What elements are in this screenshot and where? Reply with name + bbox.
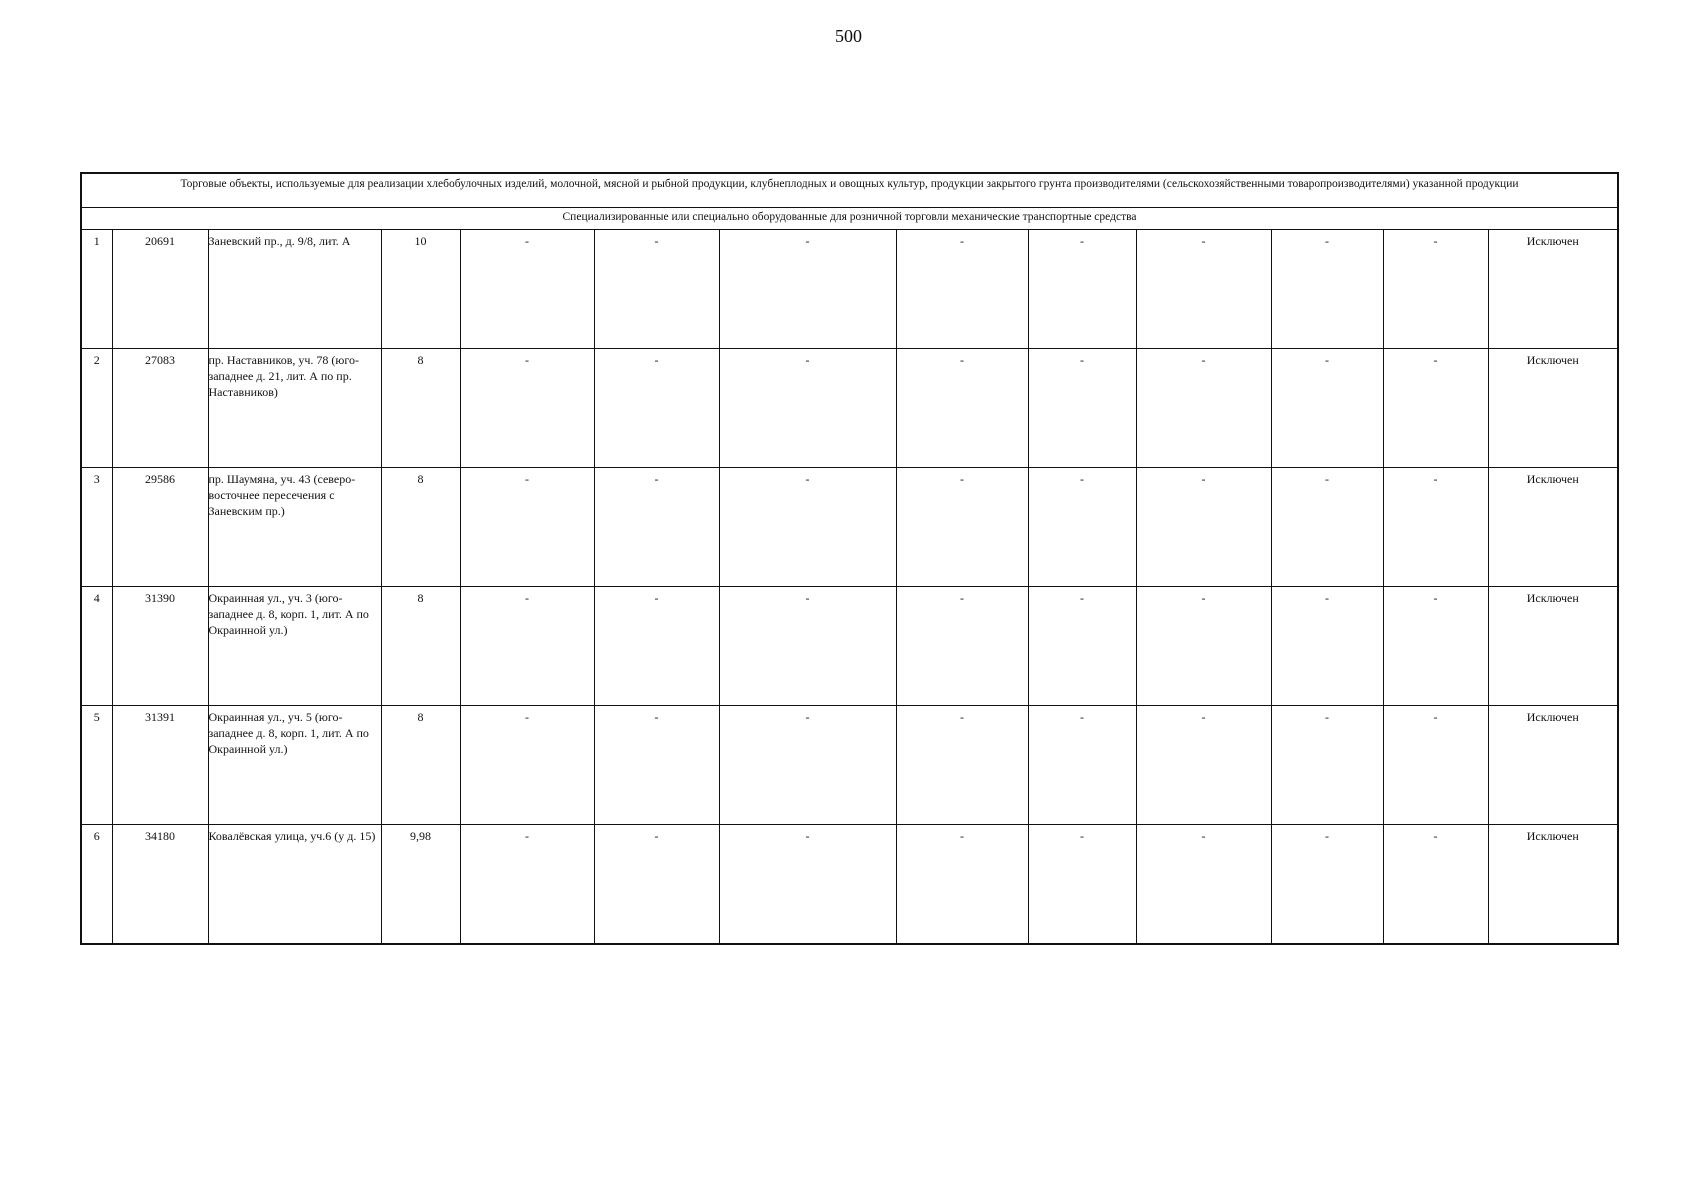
empty-value-cell: - [594, 468, 719, 587]
empty-value-cell: - [1383, 468, 1488, 587]
empty-value-cell: - [896, 825, 1028, 945]
status-cell: Исключен [1488, 706, 1618, 825]
empty-value-cell: - [594, 587, 719, 706]
status-cell: Исключен [1488, 587, 1618, 706]
row-number-cell: 1 [81, 230, 112, 349]
empty-value-cell: - [1271, 468, 1383, 587]
empty-value-cell: - [719, 349, 896, 468]
status-cell: Исключен [1488, 230, 1618, 349]
empty-value-cell: - [1383, 825, 1488, 945]
empty-value-cell: - [1136, 468, 1271, 587]
empty-value-cell: - [1271, 587, 1383, 706]
empty-value-cell: - [594, 706, 719, 825]
object-id-cell: 34180 [112, 825, 208, 945]
header-category-cell: Торговые объекты, используемые для реализации хлебобулочных изделий, молочной, мясной и рыбной продукции, клубнеплодных и овощных культур, продукции закрытого грунта производителями (сельскохозяйственными товаропроизводителями) указанной продукции [81, 173, 1618, 208]
empty-value-cell: - [1136, 825, 1271, 945]
table-row [81, 468, 1618, 587]
empty-value-cell: - [719, 230, 896, 349]
empty-value-cell: - [1136, 587, 1271, 706]
object-id-cell: 29586 [112, 468, 208, 587]
address-cell: Окраинная ул., уч. 5 (юго-западнее д. 8, корп. 1, лит. А по Окраинной ул.) [208, 706, 381, 825]
empty-value-cell: - [1136, 706, 1271, 825]
object-id-cell: 31390 [112, 587, 208, 706]
empty-value-cell: - [1028, 468, 1136, 587]
row-number-cell: 2 [81, 349, 112, 468]
empty-value-cell: - [719, 468, 896, 587]
row-number-cell: 4 [81, 587, 112, 706]
empty-value-cell: - [1028, 349, 1136, 468]
header-subcategory-cell: Специализированные или специально оборудованные для розничной торговли механические транспортные средства [81, 208, 1618, 230]
page-number: 500 [835, 26, 862, 46]
empty-value-cell: - [1028, 587, 1136, 706]
empty-value-cell: - [460, 468, 594, 587]
empty-value-cell: - [460, 349, 594, 468]
retail-objects-table [80, 172, 1619, 945]
table-row [81, 587, 1618, 706]
empty-value-cell: - [594, 230, 719, 349]
table-row [81, 706, 1618, 825]
empty-value-cell: - [1383, 706, 1488, 825]
object-id-cell: 20691 [112, 230, 208, 349]
row-number-cell: 5 [81, 706, 112, 825]
empty-value-cell: - [719, 825, 896, 945]
empty-value-cell: - [1383, 349, 1488, 468]
address-cell: пр. Наставников, уч. 78 (юго-западнее д. 21, лит. А по пр. Наставников) [208, 349, 381, 468]
empty-value-cell: - [1271, 825, 1383, 945]
empty-value-cell: - [1136, 349, 1271, 468]
empty-value-cell: - [896, 706, 1028, 825]
table-row [81, 825, 1618, 945]
table-row [81, 230, 1618, 349]
status-cell: Исключен [1488, 825, 1618, 945]
address-cell: пр. Шаумяна, уч. 43 (северо-восточнее пересечения с Заневским пр.) [208, 468, 381, 587]
empty-value-cell: - [594, 349, 719, 468]
area-cell: 9,98 [381, 825, 460, 945]
empty-value-cell: - [1136, 230, 1271, 349]
empty-value-cell: - [460, 825, 594, 945]
address-cell: Заневский пр., д. 9/8, лит. А [208, 230, 381, 349]
empty-value-cell: - [1383, 587, 1488, 706]
row-number-cell: 3 [81, 468, 112, 587]
row-number-cell: 6 [81, 825, 112, 945]
empty-value-cell: - [896, 468, 1028, 587]
empty-value-cell: - [896, 587, 1028, 706]
empty-value-cell: - [1271, 349, 1383, 468]
empty-value-cell: - [460, 587, 594, 706]
object-id-cell: 31391 [112, 706, 208, 825]
empty-value-cell: - [1271, 230, 1383, 349]
status-cell: Исключен [1488, 349, 1618, 468]
empty-value-cell: - [594, 825, 719, 945]
table-header-category-row [81, 173, 1618, 208]
empty-value-cell: - [460, 230, 594, 349]
area-cell: 10 [381, 230, 460, 349]
empty-value-cell: - [1271, 706, 1383, 825]
empty-value-cell: - [1383, 230, 1488, 349]
area-cell: 8 [381, 349, 460, 468]
area-cell: 8 [381, 706, 460, 825]
empty-value-cell: - [896, 349, 1028, 468]
area-cell: 8 [381, 587, 460, 706]
object-id-cell: 27083 [112, 349, 208, 468]
empty-value-cell: - [1028, 825, 1136, 945]
area-cell: 8 [381, 468, 460, 587]
empty-value-cell: - [460, 706, 594, 825]
address-cell: Окраинная ул., уч. 3 (юго-западнее д. 8, корп. 1, лит. А по Окраинной ул.) [208, 587, 381, 706]
empty-value-cell: - [719, 587, 896, 706]
empty-value-cell: - [896, 230, 1028, 349]
table-header-subcategory-row [81, 208, 1618, 230]
address-cell: Ковалёвская улица, уч.6 (у д. 15) [208, 825, 381, 945]
empty-value-cell: - [1028, 706, 1136, 825]
status-cell: Исключен [1488, 468, 1618, 587]
empty-value-cell: - [1028, 230, 1136, 349]
table-row [81, 349, 1618, 468]
empty-value-cell: - [719, 706, 896, 825]
